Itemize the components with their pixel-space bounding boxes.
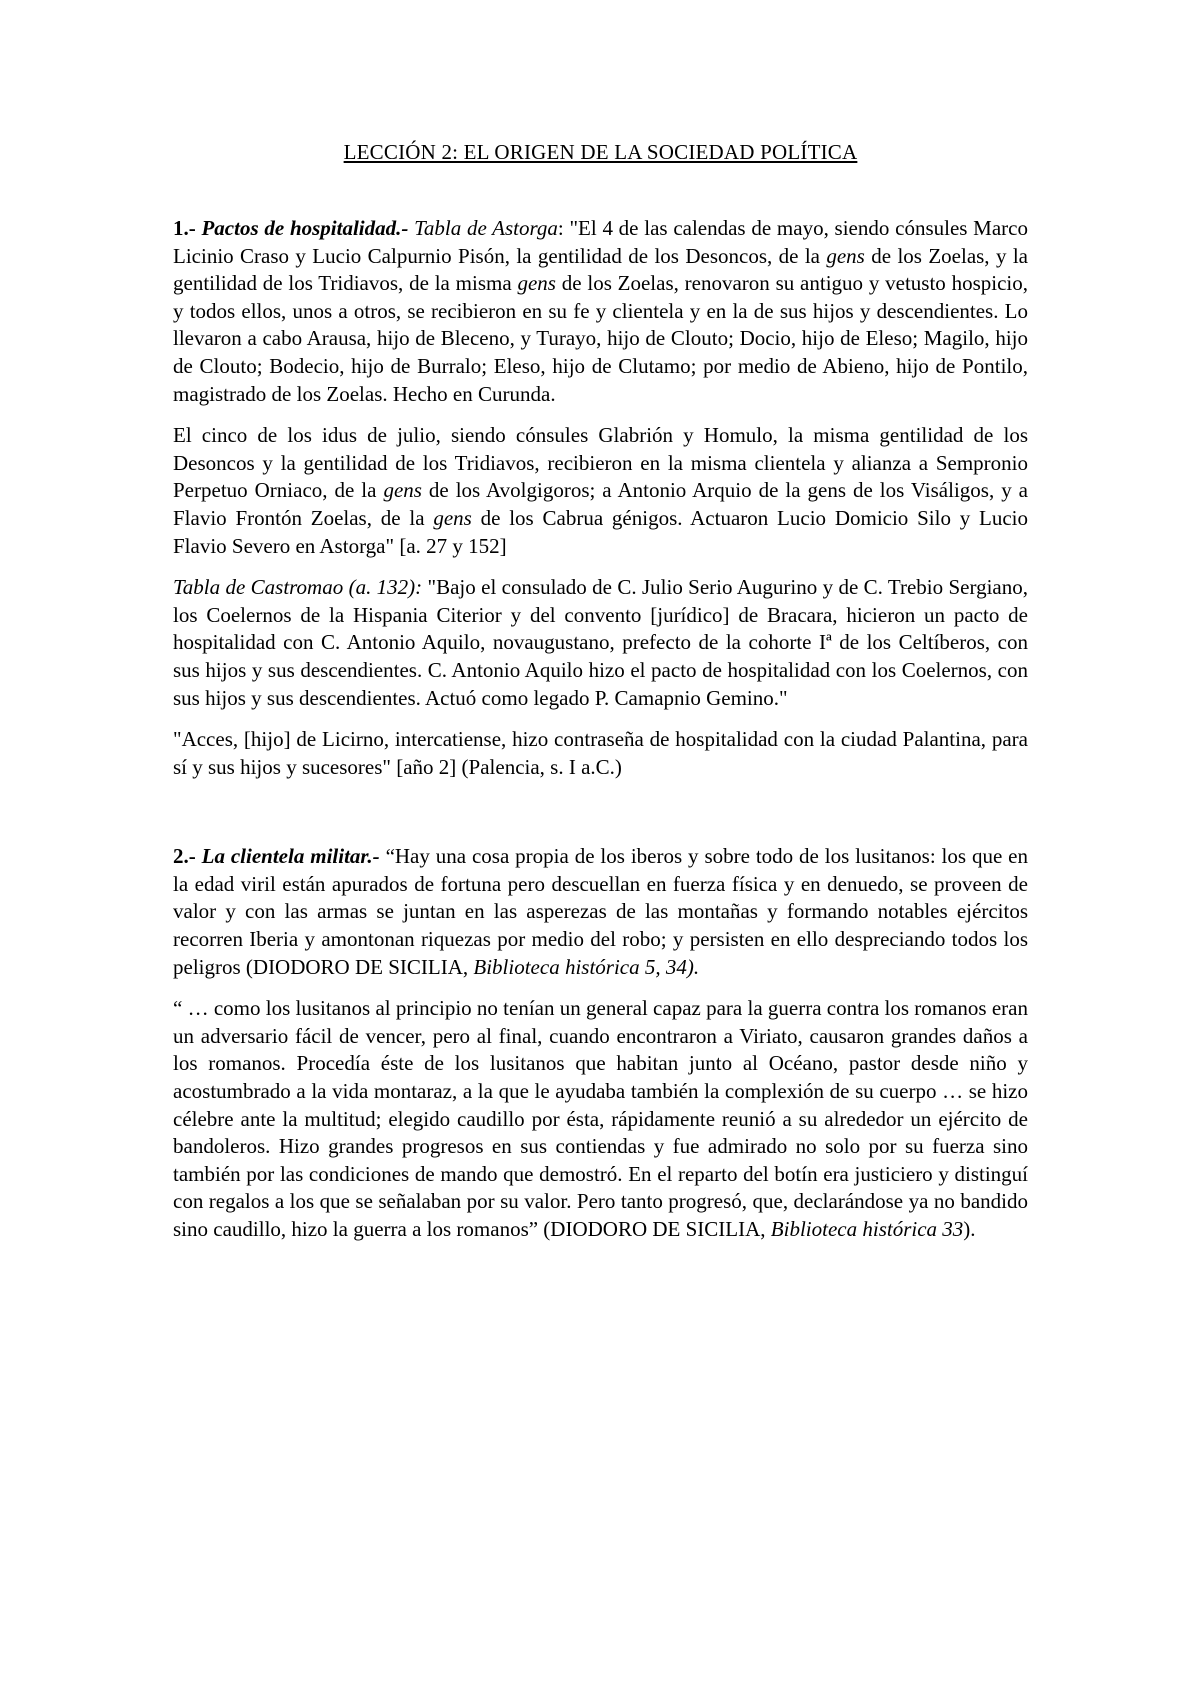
- section1-paragraph-3: [173, 574, 1028, 712]
- section1-number: 1.-: [173, 216, 202, 240]
- source-astorga-label: Tabla de Astorga: [414, 216, 558, 240]
- section1-p2-text-a: El cinco de los idus de julio, siendo cónsules Glabrión y Homulo, la misma gentilidad de los Desoncos y la gentilidad de los Tridiavos, recibieron en la misma clientela y alianza a Sempronio Perpetuo Orniaco, de la: [173, 423, 1028, 503]
- section2-p1-citation: Biblioteca histórica 5, 34).: [473, 954, 700, 979]
- gens-term: gens: [826, 243, 865, 268]
- section1-text-a: : "El 4 de las calendas de mayo, siendo cónsules Marco Licinio Craso y Lucio Calpurnio Pisón, la gentilidad de los Desoncos, de la: [173, 216, 1028, 268]
- section2-p2-citation: Biblioteca histórica 33: [770, 1217, 964, 1241]
- section2-p1-text: “Hay una cosa propia de los iberos y sobre todo de los lusitanos: los que en la edad viril están apurados de fortuna pero descuellan en fuerza física y en denuedo, se proveen de valor y con las armas se juntan en las asperezas de las montañas y formando notables ejércitos recorren Iberia y amontonan riquezas por medio del robo; y persisten en ello despreciando todos los peligros (DIODORO DE SICILIA,: [173, 844, 1028, 979]
- section1-p3-text: "Bajo el consulado de C. Julio Serio Augurino y de C. Trebio Sergiano, los Coelernos de la Hispania Citerior y del convento [jurídico] de Bracara, hicieron un pacto de hospitalidad con C. Antonio Aquilo, novaugustano, prefecto de la cohorte Iª de los Celtíberos, con sus hijos y sus descendientes. C. Antonio Aquilo hizo el pacto de hospitalidad con los Coelernos, con sus hijos y sus descendientes. Actuó como legado P. Camapnio Gemino.": [173, 575, 1028, 710]
- section2-paragraph-2: [173, 995, 1028, 1243]
- document-page: [173, 140, 1028, 1258]
- source-castromao-label: Tabla de Castromao (a. 132):: [173, 575, 423, 600]
- section1-p2-text-b: de los Avolgigoros; a Antonio Arquio de la gens de los Visáligos, y a Flavio Frontón Zoelas, de la: [173, 478, 1028, 530]
- section2-paragraph-1: [173, 843, 1028, 981]
- gens-term: gens: [383, 478, 422, 503]
- section2-number: 2.-: [173, 844, 202, 869]
- section2-p2-text: “ … como los lusitanos al principio no tenían un general capaz para la guerra contra los romanos eran un adversario fácil de vencer, pero al final, cuando encontraron a Viriato, causaron grandes daños a los romanos. Procedía éste de los lusitanos que habitan junto al Océano, pastor desde niño y acostumbrado a la vida montaraz, a la que le ayudaba también la complexión de su cuerpo … se hizo célebre ante la multitud; elegido caudillo por ésta, rápidamente reunió a su alrededor un ejército de bandoleros. Hizo grandes progresos en sus contiendas y fue admirado no solo por su fuerza sino también por las condiciones de mando que demostró. En el reparto del botín era justiciero y distinguí con regalos a los que se señalaban por su valor. Pero tanto progresó, que, declarándose ya no bandido sino caudillo, hizo la guerra a los romanos” (DIODORO DE SICILIA,: [173, 996, 1028, 1241]
- gens-term: gens: [517, 271, 556, 296]
- gens-term: gens: [433, 505, 472, 530]
- section2-p2-end: ).: [963, 1217, 976, 1241]
- section1-p2-text-c: de los Cabrua génigos. Actuaron Lucio Domicio Silo y Lucio Flavio Severo en Astorga" [a. 27 y 152]: [173, 505, 1028, 558]
- section1-text-b: de los Zoelas, y la gentilidad de los Tridiavos, de la misma: [173, 243, 1028, 296]
- page-title: LECCIÓN 2: EL ORIGEN DE LA SOCIEDAD POLÍTICA: [343, 140, 858, 164]
- section1-paragraph-1: [173, 215, 1028, 408]
- section1-heading: Pactos de hospitalidad.-: [201, 216, 409, 240]
- section1-p4-text: "Acces, [hijo] de Licirno, intercatiense, hizo contraseña de hospitalidad con la ciudad Palantina, para sí y sus hijos y sucesores" [año 2] (Palencia, s. I a.C.): [173, 727, 1028, 779]
- section1-text-c: de los Zoelas, renovaron su antiguo y vetusto hospicio, y todos ellos, unos a otros, se recibieron en su fe y clientela y en la de sus hijos y descendientes. Lo llevaron a cabo Arausa, hijo de Bleceno, y Turayo, hijo de Clouto; Docio, hijo de Eleso; Magilo, hijo de Clouto; Bodecio, hijo de Burralo; Eleso, hijo de Clutamo; por medio de Abieno, hijo de Pontilo, magistrado de los Zoelas. Hecho en Curunda.: [173, 271, 1028, 406]
- section1-paragraph-2: [173, 422, 1028, 560]
- section2-heading: La clientela militar.-: [201, 844, 380, 869]
- section1-paragraph-4: [173, 726, 1028, 781]
